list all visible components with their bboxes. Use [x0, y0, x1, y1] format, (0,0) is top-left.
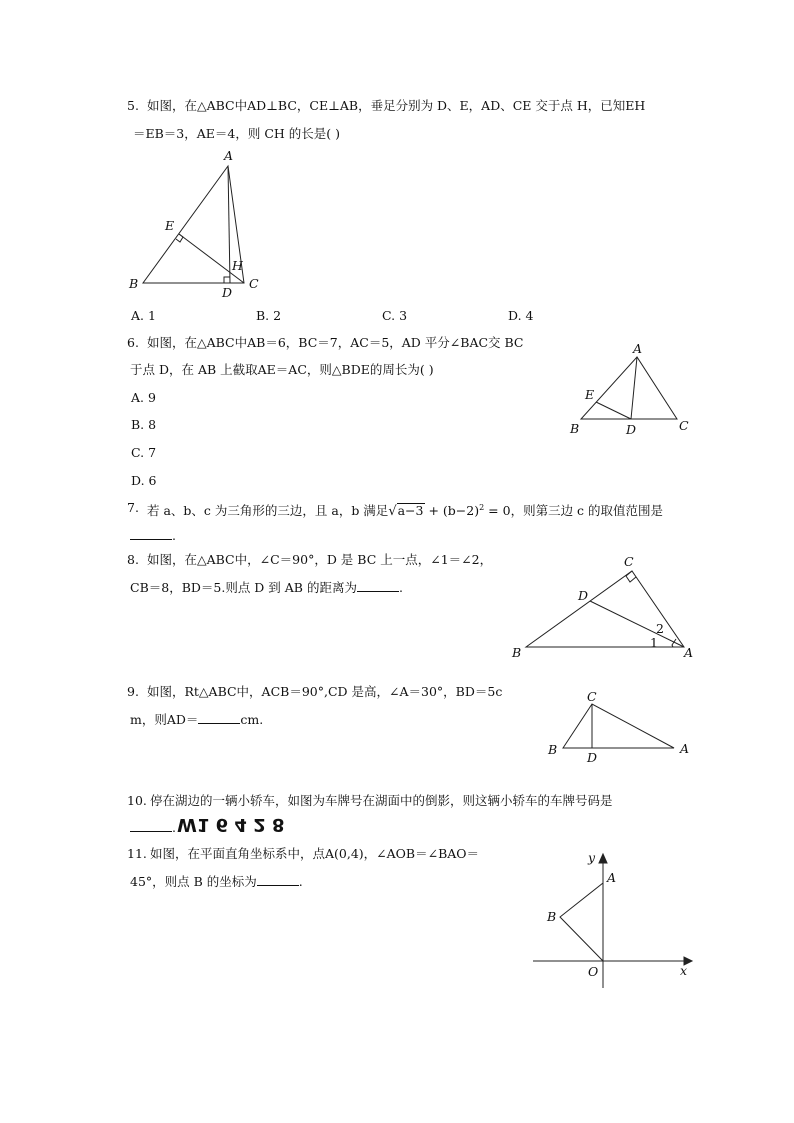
q5-option-a: A. 1 — [131, 308, 156, 323]
q8-label-a: A — [684, 645, 694, 660]
q6-option-c: C. 7 — [131, 445, 157, 460]
q10-end-period: . — [172, 820, 176, 835]
q6-option-b: B. 8 — [131, 417, 157, 432]
q11-text-line2-pre: 45°，则点 B 的坐标为 — [130, 874, 257, 889]
q8-label-angle2: 2 — [656, 621, 664, 636]
q9-label-a: A — [680, 741, 690, 756]
q5-option-b: B. 2 — [256, 308, 282, 323]
q9-label-c: C — [587, 689, 597, 704]
q7-text-mid: + (b−2) — [424, 503, 480, 519]
q9-text-line1: 如图，Rt△ABC中，ACB＝90°,CD 是高，∠A＝30°，BD＝5c — [147, 684, 503, 699]
q10-text-line1: 停在湖边的一辆小轿车，如图为车牌号在湖面中的倒影，则这辆小轿车的车牌号码是 — [150, 793, 613, 808]
q6-option-a: A. 9 — [131, 390, 156, 405]
q11-y-axis-arrow — [599, 854, 607, 863]
q6-label-d: D — [626, 422, 637, 437]
q11-triangle-aob — [560, 883, 603, 961]
q5-number: 5. — [127, 98, 139, 113]
q9-text-line2-post: cm. — [240, 712, 264, 727]
q8-text-line2-post: . — [398, 580, 403, 595]
q11-text-line2-post: . — [298, 874, 303, 889]
q7-exponent: 2 — [479, 503, 485, 512]
q11-number: 11. — [127, 846, 147, 861]
q7-text: 若 a、b、c 为三角形的三边，且 a，b 满足$√a-3 + (b-2)^2 = 0$，则第三边 c 的取值范围是 — [147, 503, 664, 520]
q7-end-period: . — [172, 528, 176, 543]
q9-text-line2-pre: m，则AD＝ — [130, 712, 199, 727]
q8-label-b: B — [512, 645, 522, 660]
q8-label-angle1: 1 — [650, 635, 658, 650]
q8-number: 8. — [127, 552, 139, 567]
q5-label-b: B — [129, 276, 139, 291]
q7-text-pre: 若 a、b、c 为三角形的三边，且 a，b 满足 — [147, 503, 389, 519]
q6-text-line2: 于点 D，在 AB 上截取AE＝AC，则△BDE的周长为( ) — [130, 362, 434, 377]
q7-text-post: = 0，则第三边 c 的取值范围是 — [484, 503, 664, 519]
q7-radicand: a−3 — [397, 503, 424, 519]
q10-number: 10. — [127, 793, 147, 808]
q6-number: 6. — [127, 335, 139, 350]
q6-label-a: A — [633, 341, 643, 356]
q6-option-d: D. 6 — [131, 473, 157, 488]
q8-label-d: D — [578, 588, 589, 603]
q11-label-y: y — [588, 850, 596, 865]
q11-label-b: B — [547, 909, 557, 924]
q5-label-d: D — [222, 285, 233, 300]
q6-label-e: E — [585, 387, 595, 402]
q10-plate-text: W1 6 4 2 8 — [177, 814, 285, 835]
q11-label-o: O — [588, 964, 599, 979]
q5-text-line2: ＝EB＝3，AE＝4，则 CH 的长是( ) — [133, 126, 341, 141]
q5-text-line1: 如图，在△ABC中AD⊥BC，CE⊥AB，垂足分别为 D、E，AD、CE 交于点 H，已知EH — [147, 98, 646, 113]
q11-label-a: A — [607, 870, 617, 885]
q9-number: 9. — [127, 684, 139, 699]
q11-label-x: x — [680, 963, 688, 978]
q8-label-c: C — [624, 554, 634, 569]
q6-text-line1: 如图，在△ABC中AB＝6，BC＝7，AC＝5，AD 平分∠BAC交 BC — [147, 335, 524, 350]
q7-number: 7. — [127, 500, 139, 515]
q8-text-line2-pre: CB＝8，BD＝5.则点 D 到 AB 的距离为 — [130, 580, 357, 595]
q9-label-b: B — [548, 742, 558, 757]
q11-text-line1: 如图，在平面直角坐标系中，点A(0,4)，∠AOB＝∠BAO＝ — [150, 846, 480, 861]
q5-option-c: C. 3 — [382, 308, 408, 323]
q5-label-a: A — [224, 148, 234, 163]
q5-option-d: D. 4 — [508, 308, 534, 323]
q9-label-d: D — [587, 750, 598, 765]
q5-label-c: C — [249, 276, 259, 291]
q6-label-b: B — [570, 421, 580, 436]
q5-label-h: H — [232, 258, 243, 273]
q6-label-c: C — [679, 418, 689, 433]
q8-text-line1: 如图，在△ABC中，∠C＝90°，D 是 BC 上一点，∠1＝∠2， — [147, 552, 493, 567]
q5-label-e: E — [165, 218, 175, 233]
